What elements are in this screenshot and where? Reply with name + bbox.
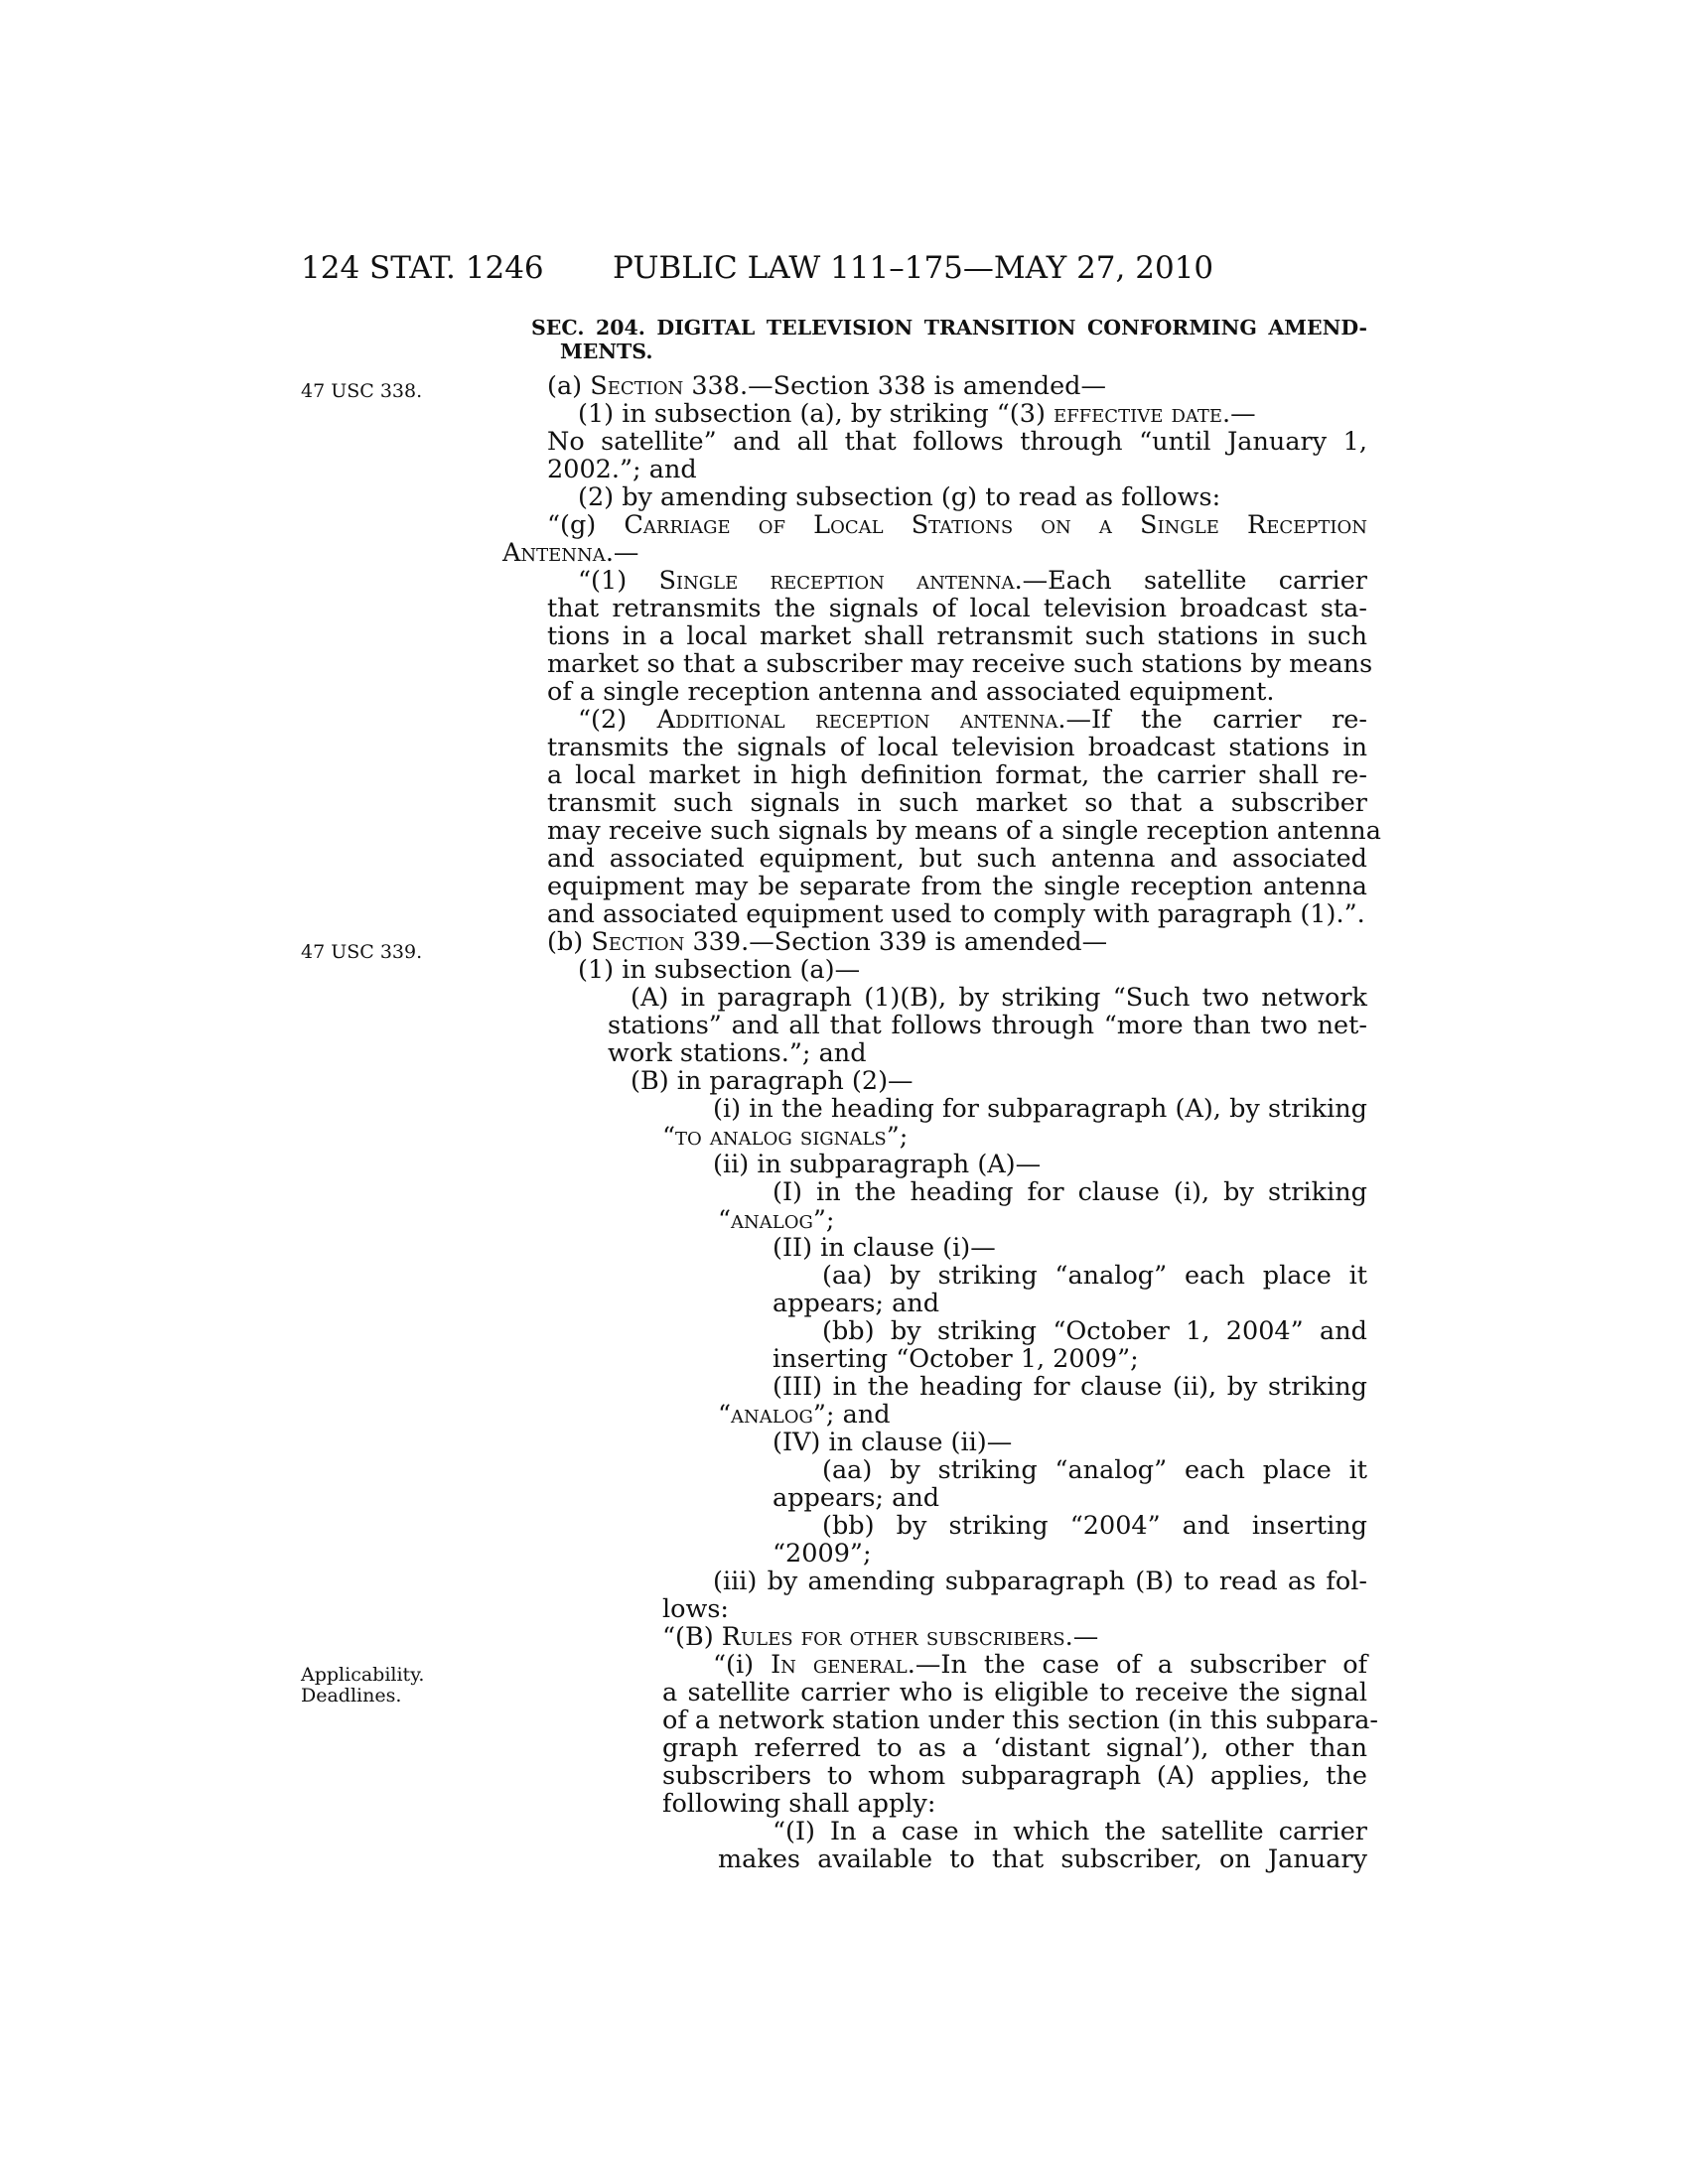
text-line: transmits the signals of local television broadcast stations in <box>547 733 1367 762</box>
section-title-line-2: MENTS. <box>560 340 653 363</box>
text-line: “(i) In general.—In the case of a subscriber of <box>713 1650 1368 1680</box>
text-line: (bb) by striking “October 1, 2004” and <box>822 1316 1367 1346</box>
text-line: “(g) Carriage of Local Stations on a Single Reception <box>547 510 1367 540</box>
text-line: appears; and <box>773 1289 940 1318</box>
text-line: lows: <box>662 1594 730 1624</box>
text-line: subscribers to whom subparagraph (A) applies, the <box>662 1761 1367 1791</box>
text-line: a local market in high definition format, the carrier shall re- <box>547 760 1367 790</box>
text-line: 2002.”; and <box>547 455 697 484</box>
public-law-header: PUBLIC LAW 111–175—MAY 27, 2010 <box>613 250 1214 286</box>
text-line: (aa) by striking “analog” each place it <box>822 1455 1367 1485</box>
text-line: “(2) Additional reception antenna.—If the carrier re- <box>578 705 1367 735</box>
text-line: (2) by amending subsection (g) to read as follows: <box>578 482 1221 512</box>
text-line: transmit such signals in such market so that a subscriber <box>547 788 1367 818</box>
text-line: (B) in paragraph (2)— <box>631 1066 914 1096</box>
text-line: market so that a subscriber may receive such stations by means <box>547 649 1373 679</box>
text-line: (1) in subsection (a), by striking “(3) effective date.— <box>578 399 1256 429</box>
margin-note-applicability: Applicability. <box>301 1664 425 1686</box>
text-line: that retransmits the signals of local television broadcast sta- <box>547 594 1367 623</box>
page-number-header: 124 STAT. 1246 <box>301 250 544 286</box>
text-line: No satellite” and all that follows through “until January 1, <box>547 427 1367 457</box>
text-line: (i) in the heading for subparagraph (A), by striking <box>713 1094 1367 1124</box>
text-line: (II) in clause (i)— <box>773 1233 996 1263</box>
text-line: (iii) by amending subparagraph (B) to read as fol- <box>713 1567 1367 1596</box>
text-line: (aa) by striking “analog” each place it <box>822 1261 1367 1291</box>
text-line: “2009”; <box>773 1539 872 1569</box>
text-line: (bb) by striking “2004” and inserting <box>822 1511 1367 1541</box>
text-line: stations” and all that follows through “more than two net- <box>608 1011 1367 1040</box>
text-line: (III) in the heading for clause (ii), by striking <box>773 1372 1367 1402</box>
text-line: a satellite carrier who is eligible to receive the signal <box>662 1678 1367 1707</box>
text-line: (b) Section 339.—Section 339 is amended— <box>547 927 1108 957</box>
text-line: and associated equipment, but such antenna and associated <box>547 844 1367 874</box>
margin-note-deadlines: Deadlines. <box>301 1685 402 1706</box>
text-line: may receive such signals by means of a single reception antenna <box>547 816 1381 846</box>
text-line: (I) in the heading for clause (i), by striking <box>773 1177 1367 1207</box>
text-line: “analog”; and <box>718 1400 891 1430</box>
text-line: “(B) Rules for other subscribers.— <box>662 1622 1099 1652</box>
text-line: of a network station under this section (in this subpara- <box>662 1706 1379 1735</box>
text-line: Antenna.— <box>502 538 639 568</box>
text-line: “(I) In a case in which the satellite carrier <box>773 1817 1367 1846</box>
text-line: makes available to that subscriber, on January <box>718 1844 1367 1874</box>
text-line: graph referred to as a ‘distant signal’), other than <box>662 1733 1367 1763</box>
text-line: appears; and <box>773 1483 940 1513</box>
text-line: tions in a local market shall retransmit such stations in such <box>547 621 1367 651</box>
text-line: (IV) in clause (ii)— <box>773 1428 1013 1457</box>
section-title-line-1: SEC. 204. DIGITAL TELEVISION TRANSITION CONFORMING AMEND- <box>531 316 1367 340</box>
text-line: (ii) in subparagraph (A)— <box>713 1150 1042 1179</box>
text-line: “(1) Single reception antenna.—Each satellite carrier <box>578 566 1367 596</box>
text-line: (a) Section 338.—Section 338 is amended— <box>547 371 1107 401</box>
text-line: work stations.”; and <box>608 1038 867 1068</box>
text-line: inserting “October 1, 2009”; <box>773 1344 1139 1374</box>
text-line: and associated equipment used to comply with paragraph (1).”. <box>547 899 1365 929</box>
text-line: following shall apply: <box>662 1789 936 1819</box>
text-line: of a single reception antenna and associated equipment. <box>547 677 1275 707</box>
text-line: equipment may be separate from the single reception antenna <box>547 872 1367 901</box>
text-line: (1) in subsection (a)— <box>578 955 861 985</box>
text-line: “to analog signals”; <box>662 1122 909 1152</box>
text-line: (A) in paragraph (1)(B), by striking “Such two network <box>631 983 1367 1013</box>
text-line: “analog”; <box>718 1205 835 1235</box>
margin-note-usc-338: 47 USC 338. <box>301 380 423 402</box>
margin-note-usc-339: 47 USC 339. <box>301 941 423 963</box>
